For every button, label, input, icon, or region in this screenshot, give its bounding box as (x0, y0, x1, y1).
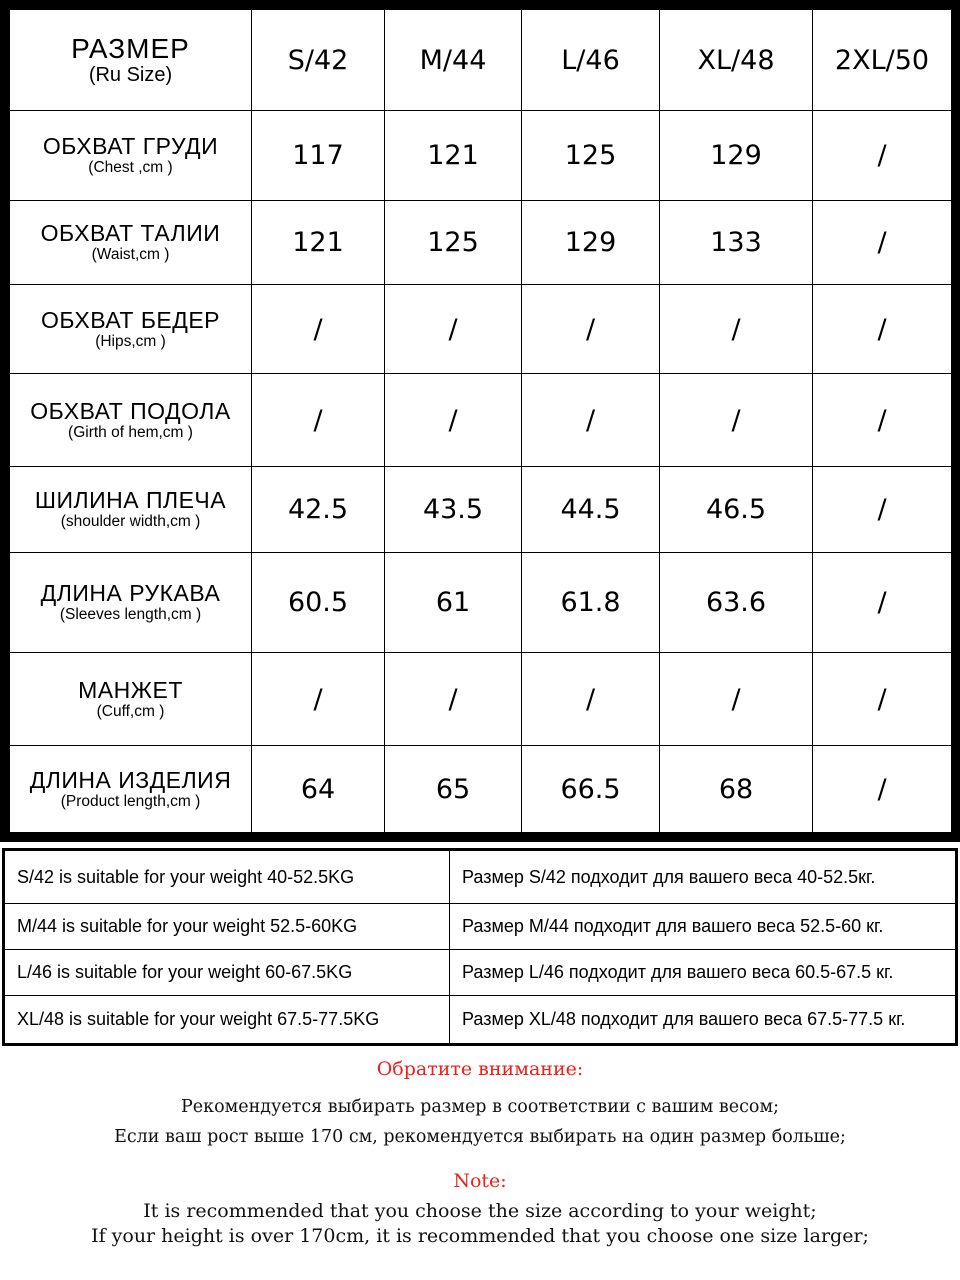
measurement-value: 46.5 (705, 494, 767, 525)
size-code-cell (385, 10, 522, 111)
measurement-label-ru: МАНЖЕТ (78, 676, 183, 703)
measurement-value-cell (813, 653, 952, 746)
size-header-label-cell (10, 10, 252, 111)
measurement-value-cell (813, 746, 952, 833)
measurement-value-cell (660, 374, 813, 467)
measurement-value: 43.5 (422, 494, 484, 525)
weight-guide-en: S/42 is suitable for your weight 40-52.5KG (4, 850, 450, 904)
measurement-value-cell (252, 285, 385, 374)
weight-guide-table (2, 848, 958, 1046)
measurement-row-shoulder (10, 467, 952, 553)
measurement-label-cell (10, 553, 252, 653)
measurement-label-cell (10, 201, 252, 285)
measurement-value: 125 (427, 227, 479, 258)
weight-guide-en: XL/48 is suitable for your weight 67.5-77.5KG (4, 996, 450, 1045)
measurement-value-cell (660, 746, 813, 833)
measurement-value-cell (252, 201, 385, 285)
measurement-value-cell (813, 111, 952, 201)
weight-guide-row (4, 996, 957, 1045)
measurement-value-cell (522, 111, 660, 201)
measurement-value-cell (252, 374, 385, 467)
note-line-en: It is recommended that you choose the size according to your weight; (143, 1200, 817, 1222)
measurement-value-cell (813, 467, 952, 553)
measurement-label-ru: ШИЛИНА ПЛЕЧА (34, 487, 227, 513)
measurement-value-cell (385, 467, 522, 553)
measurement-label-ru: ОБХВАТ ГРУДИ (42, 133, 219, 159)
size-header-label-en: (Ru Size) (88, 64, 173, 86)
weight-guide-ru: Размер L/46 подходит для вашего веса 60.5-67.5 кг. (450, 950, 957, 996)
size-code-cell (252, 10, 385, 111)
measurement-value-cell (813, 553, 952, 653)
measurement-value-cell (385, 653, 522, 746)
measurement-label-cell (10, 285, 252, 374)
measurement-row-chest (10, 111, 952, 201)
measurement-value-cell (660, 553, 813, 653)
measurement-value-cell (522, 467, 660, 553)
measurement-value-cell (813, 201, 952, 285)
size-code: M/44 (419, 44, 487, 76)
size-header-row (10, 10, 952, 111)
measurement-value: 61.8 (560, 587, 621, 618)
measurement-value: 129 (710, 140, 762, 171)
size-chart-table (9, 9, 952, 833)
size-code-cell (522, 10, 660, 111)
measurement-value: / (731, 313, 741, 345)
measurement-label-ru: ОБХВАТ ТАЛИИ (40, 220, 221, 246)
measurement-value: / (877, 404, 887, 436)
measurement-value: / (448, 683, 458, 715)
measurement-label-en: (Waist,cm ) (91, 246, 170, 263)
measurement-value: 42.5 (287, 494, 349, 525)
measurement-row-length (10, 746, 952, 833)
measurement-label-en: (Sleeves length,cm ) (59, 606, 202, 623)
size-header-label-ru: РАЗМЕР (71, 33, 190, 64)
weight-guide-row (4, 904, 957, 950)
note-line-en: If your height is over 170cm, it is recommended that you choose one size larger; (91, 1225, 869, 1247)
measurement-label-cell (10, 111, 252, 201)
measurement-value: 63.6 (705, 587, 767, 618)
measurement-label-ru: ДЛИНА РУКАВА (40, 580, 221, 606)
measurement-value: / (877, 494, 887, 525)
measurement-label-ru: ОБХВАТ БЕДЕР (40, 306, 221, 333)
weight-guide-row (4, 950, 957, 996)
measurement-value: 125 (564, 140, 617, 171)
measurement-value: / (877, 313, 887, 345)
weight-guide-row (4, 850, 957, 904)
measurement-label-cell (10, 653, 252, 746)
measurement-label-en: (Girth of hem,cm ) (68, 423, 193, 441)
measurement-value: / (313, 313, 323, 345)
measurement-value: / (313, 404, 323, 436)
measurement-value-cell (660, 111, 813, 201)
measurement-label-en: (Hips,cm ) (95, 332, 166, 350)
measurement-label-ru: ДЛИНА ИЗДЕЛИЯ (29, 766, 232, 793)
measurement-value-cell (660, 653, 813, 746)
size-code: XL/48 (697, 44, 775, 76)
measurement-label-ru: ОБХВАТ ПОДОЛА (30, 397, 231, 424)
note-line-ru: Если ваш рост выше 170 см, рекомендуется выбирать на один размер больше; (114, 1127, 846, 1147)
measurement-value: / (585, 404, 596, 436)
measurement-value-cell (385, 285, 522, 374)
measurement-value-cell (522, 374, 660, 467)
measurement-label-en: (Cuff,cm ) (96, 702, 165, 720)
note-title-en: Note: (453, 1170, 507, 1192)
measurement-value: 64 (300, 773, 336, 805)
measurement-value-cell (252, 746, 385, 833)
measurement-value: / (877, 683, 887, 715)
measurement-row-sleeves (10, 553, 952, 653)
measurement-value: / (448, 404, 458, 436)
measurement-value: / (585, 683, 596, 715)
measurement-value: / (448, 313, 458, 345)
measurement-label-en: (Chest ,cm ) (88, 159, 173, 176)
measurement-value: / (877, 773, 887, 805)
measurement-value-cell (252, 653, 385, 746)
measurement-row-waist (10, 201, 952, 285)
measurement-value: 44.5 (560, 494, 621, 525)
weight-guide-en: M/44 is suitable for your weight 52.5-60KG (4, 904, 450, 950)
measurement-value-cell (660, 285, 813, 374)
measurement-value-cell (252, 553, 385, 653)
size-code-cell (660, 10, 813, 111)
measurement-value-cell (522, 285, 660, 374)
size-code: 2XL/50 (834, 44, 930, 76)
measurement-row-hips (10, 285, 952, 374)
weight-guide-ru: Размер M/44 подходит для вашего веса 52.5-60 кг. (450, 904, 957, 950)
measurement-value: 133 (710, 227, 762, 258)
measurement-row-cuff (10, 653, 952, 746)
measurement-value: 121 (292, 227, 344, 258)
measurement-value-cell (813, 285, 952, 374)
measurement-value-cell (385, 746, 522, 833)
measurement-value: / (313, 683, 323, 715)
measurement-value: / (731, 683, 741, 715)
measurement-value: / (585, 313, 596, 345)
measurement-value-cell (252, 467, 385, 553)
measurement-value: 117 (292, 140, 344, 171)
measurement-value: 129 (564, 227, 617, 258)
measurement-value: 60.5 (287, 587, 349, 618)
measurement-label-cell (10, 374, 252, 467)
measurement-value: / (731, 404, 741, 436)
measurement-value: 121 (427, 140, 479, 171)
weight-guide-ru: Размер XL/48 подходит для вашего веса 67.5-77.5 кг. (450, 996, 957, 1045)
measurement-value-cell (385, 111, 522, 201)
weight-guide-en: L/46 is suitable for your weight 60-67.5KG (4, 950, 450, 996)
weight-guide-ru: Размер S/42 подходит для вашего веса 40-52.5кг. (450, 850, 957, 904)
measurement-value-cell (660, 201, 813, 285)
measurement-value-cell (385, 553, 522, 653)
measurement-value-cell (813, 374, 952, 467)
size-code-cell (813, 10, 952, 111)
measurement-value: 61 (435, 587, 471, 618)
size-code: S/42 (287, 44, 349, 76)
measurement-row-hem (10, 374, 952, 467)
measurement-value: / (877, 140, 887, 171)
measurement-label-en: (Product length,cm ) (60, 792, 201, 810)
measurement-label-cell (10, 467, 252, 553)
measurement-value: 65 (435, 773, 471, 805)
measurement-value-cell (522, 746, 660, 833)
measurement-value-cell (385, 374, 522, 467)
size-code: L/46 (561, 44, 620, 76)
measurement-value-cell (522, 201, 660, 285)
measurement-value: / (877, 587, 887, 618)
measurement-value-cell (385, 201, 522, 285)
measurement-value-cell (522, 653, 660, 746)
measurement-value: 68 (718, 773, 754, 805)
measurement-value-cell (660, 467, 813, 553)
measurement-value: / (877, 227, 887, 258)
measurement-label-en: (shoulder width,cm ) (60, 513, 201, 530)
measurement-value: 66.5 (560, 773, 621, 805)
measurement-label-cell (10, 746, 252, 833)
measurement-value-cell (252, 111, 385, 201)
note-title-ru: Обратите внимание: (376, 1058, 584, 1080)
measurement-value-cell (522, 553, 660, 653)
note-line-ru: Рекомендуется выбирать размер в соответствии с вашим весом; (181, 1097, 779, 1117)
